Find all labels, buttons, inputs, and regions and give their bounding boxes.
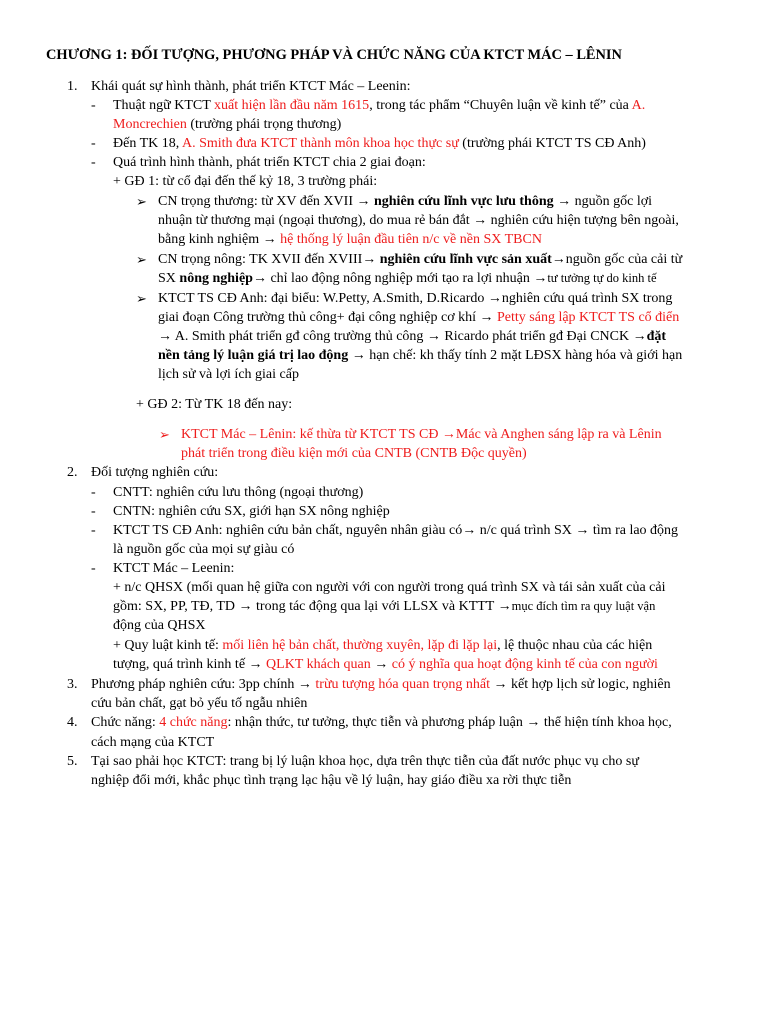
- mercantilism-line-3: [158, 230, 542, 249]
- text-run: (trường phái trọng thương): [186, 117, 342, 132]
- highlight-text: xuất hiện lần đầu năm 1615: [214, 98, 370, 113]
- text-run: SX: [158, 271, 180, 286]
- bold-text: đặt: [646, 329, 667, 344]
- s2-dash-3-line-2: là nguồn gốc của mọi sự giàu có: [113, 542, 295, 557]
- item-number-4: 4.: [67, 715, 78, 730]
- section-2-heading: Đối tượng nghiên cứu:: [91, 465, 219, 480]
- text-run: →: [370, 657, 392, 672]
- s2-dash-1: CNTT: nghiên cứu lưu thông (ngoại thương): [113, 485, 364, 500]
- bold-text: nghiên cứu lĩnh vực lưu thông: [373, 194, 554, 209]
- classical-line-1: KTCT TS CĐ Anh: đại biểu: W.Petty, A.Smith, D.Ricardo →nghiên cứu quá trình SX trong: [158, 291, 673, 306]
- s2-dash-3-line-1: KTCT TS CĐ Anh: nghiên cứu bản chất, nguyên nhân giàu có→ n/c quá trình SX → tìm ra lao động: [113, 523, 679, 538]
- bold-text: nông nghiệp: [179, 271, 253, 286]
- classical-line-5: lịch sử và lợi ích giai cấp: [158, 367, 299, 382]
- stage-2-heading: + GĐ 2: Từ TK 18 đến nay:: [136, 397, 293, 412]
- physiocracy-line-1: [158, 250, 682, 269]
- bullet-arrow-icon: ➢: [136, 252, 147, 267]
- classical-line-2: [158, 308, 679, 327]
- section-4-line-2: cách mạng của KTCT: [91, 735, 215, 750]
- section-3-line-1: [91, 675, 671, 694]
- dash-marker: -: [91, 155, 96, 170]
- item-number-2: 2.: [67, 465, 78, 480]
- highlight-text: A. Smith đưa KTCT thành môn khoa học thực sự: [181, 136, 459, 151]
- text-run: tư tưởng tự do kinh tế: [547, 271, 657, 285]
- mercantilism-line-1: [158, 192, 652, 211]
- text-run: (trường phái KTCT TS CĐ Anh): [458, 136, 646, 151]
- text-run: → A. Smith phát triển gđ công trường thủ công → Ricardo phát triển gđ Đại CNCK →: [158, 329, 647, 344]
- text-run: Đến TK 18,: [113, 136, 182, 151]
- dash-marker: -: [91, 561, 96, 576]
- physiocracy-line-2: [158, 269, 657, 288]
- text-run: →nguồn gốc của cải từ: [551, 252, 683, 267]
- marxist-line-1: KTCT Mác – Lênin: kế thừa từ KTCT TS CĐ →Mác và Anghen sáng lập ra và Lênin: [181, 427, 662, 442]
- text-run: : nhận thức, tư tưởng, thực tiễn và phương pháp luận → thể hiện tính khoa học,: [227, 715, 672, 730]
- dash-marker: -: [91, 485, 96, 500]
- item-number-3: 3.: [67, 677, 78, 692]
- highlight-text: Petty sáng lập KTCT TS cổ điển: [497, 310, 680, 325]
- bullet-arrow-icon: ➢: [136, 291, 147, 306]
- dash-marker: -: [91, 504, 96, 519]
- chapter-title: CHƯƠNG 1: ĐỐI TƯỢNG, PHƯƠNG PHÁP VÀ CHỨC NĂNG CỦA KTCT MÁC – LÊNIN: [46, 47, 622, 63]
- dash-marker: -: [91, 98, 96, 113]
- mercantilism-line-2: nhuận từ thương mại (ngoại thương), do mua rẻ bán đắt → nghiên cứu hiện tượng bên ngoài,: [158, 213, 679, 228]
- s1-dash-1-line-2: [113, 115, 341, 134]
- bold-text: nghiên cứu lĩnh vực sản xuất: [379, 252, 552, 267]
- section-4-line-1: [91, 713, 672, 732]
- highlight-text: hệ thống lý luận đầu tiên n/c về nền SX TBCN: [280, 232, 542, 247]
- section-5-line-1: Tại sao phải học KTCT: trang bị lý luận khoa học, dựa trên thực tiễn của đất nước phục vụ cho sự: [91, 754, 639, 769]
- dash-marker: -: [91, 523, 96, 538]
- dash-marker: -: [91, 136, 96, 151]
- s2-point-1-line-1: + n/c QHSX (mối quan hệ giữa con người với con người trong quá trình SX và tái sản xuất của cải: [113, 580, 666, 595]
- stage-1-heading: + GĐ 1: từ cổ đại đến thế kỷ 18, 3 trường phái:: [113, 174, 378, 189]
- text-run: Thuật ngữ KTCT: [113, 98, 215, 113]
- s1-dash-2: [113, 134, 646, 153]
- section-3-line-2: cứu bản chất, gạt bỏ yếu tố ngẫu nhiên: [91, 696, 308, 711]
- text-run: mục đích tìm ra quy luật vận: [511, 599, 656, 613]
- text-run: Chức năng:: [91, 715, 160, 730]
- highlight-text: QLKT khách quan: [266, 657, 371, 672]
- text-run: giai đoạn Công trường thủ công+ đại công nghiệp cơ khí →: [158, 310, 498, 325]
- text-run: bằng kinh nghiệm →: [158, 232, 281, 247]
- text-run: + Quy luật kinh tế:: [113, 638, 223, 653]
- s2-point-2-line-2: [113, 655, 658, 674]
- s2-dash-2: CNTN: nghiên cứu SX, giới hạn SX nông nghiệp: [113, 504, 390, 519]
- marxist-line-2: phát triển trong điều kiện mới của CNTB (CNTB Độc quyền): [181, 446, 527, 461]
- highlight-text: mối liên hệ bản chất, thường xuyên, lặp đi lặp lại: [222, 638, 498, 653]
- bold-text: nền tảng lý luận giá trị lao động: [158, 348, 349, 363]
- highlight-text: có ý nghĩa qua hoạt động kinh tế của con người: [391, 657, 658, 672]
- item-number-5: 5.: [67, 754, 78, 769]
- text-run: tượng, quá trình kinh tế →: [113, 657, 267, 672]
- highlight-text: trừu tượng hóa quan trọng nhất: [315, 677, 490, 692]
- s1-dash-1-line-1: [113, 96, 645, 115]
- s2-point-1-line-3: động của QHSX: [113, 618, 206, 633]
- text-run: → hạn chế: kh thấy tính 2 mặt LĐSX hàng hóa và giới hạn: [348, 348, 683, 363]
- text-run: → nguồn gốc lợi: [553, 194, 653, 209]
- s2-point-1-line-2: [113, 597, 655, 616]
- classical-line-3: [158, 327, 666, 346]
- highlight-text: Moncrechien: [113, 117, 187, 132]
- s2-point-2-line-1: [113, 636, 652, 655]
- bullet-arrow-icon: ➢: [159, 427, 170, 442]
- text-run: CN trọng nông: TK XVII đến XVIII→: [158, 252, 380, 267]
- text-run: , lệ thuộc nhau của các hiện: [497, 638, 653, 653]
- text-run: gồm: SX, PP, TĐ, TD → trong tác động qua lại với LLSX và KTTT →: [113, 599, 512, 614]
- text-run: → chỉ lao động nông nghiệp mới tạo ra lợi nhuận →: [252, 271, 548, 286]
- highlight-text: 4 chức năng: [159, 715, 228, 730]
- text-run: CN trọng thương: từ XV đến XVII →: [158, 194, 374, 209]
- section-1-heading: Khái quát sự hình thành, phát triển KTCT Mác – Leenin:: [91, 79, 411, 94]
- item-number-1: 1.: [67, 79, 78, 94]
- s1-dash-3: Quá trình hình thành, phát triển KTCT chia 2 giai đoạn:: [113, 155, 426, 170]
- highlight-text: A.: [631, 98, 646, 113]
- text-run: , trong tác phẩm “Chuyên luận về kinh tế” của: [369, 98, 632, 113]
- bullet-arrow-icon: ➢: [136, 194, 147, 209]
- text-run: Phương pháp nghiên cứu: 3pp chính →: [91, 677, 316, 692]
- section-5-line-2: nghiệp đổi mới, khắc phục tình trạng lạc hậu về lý luận, hay giáo điều xa rời thực tiễn: [91, 773, 572, 788]
- text-run: → kết hợp lịch sử logic, nghiên: [490, 677, 671, 692]
- s2-dash-4: KTCT Mác – Leenin:: [113, 561, 235, 576]
- classical-line-4: [158, 346, 682, 365]
